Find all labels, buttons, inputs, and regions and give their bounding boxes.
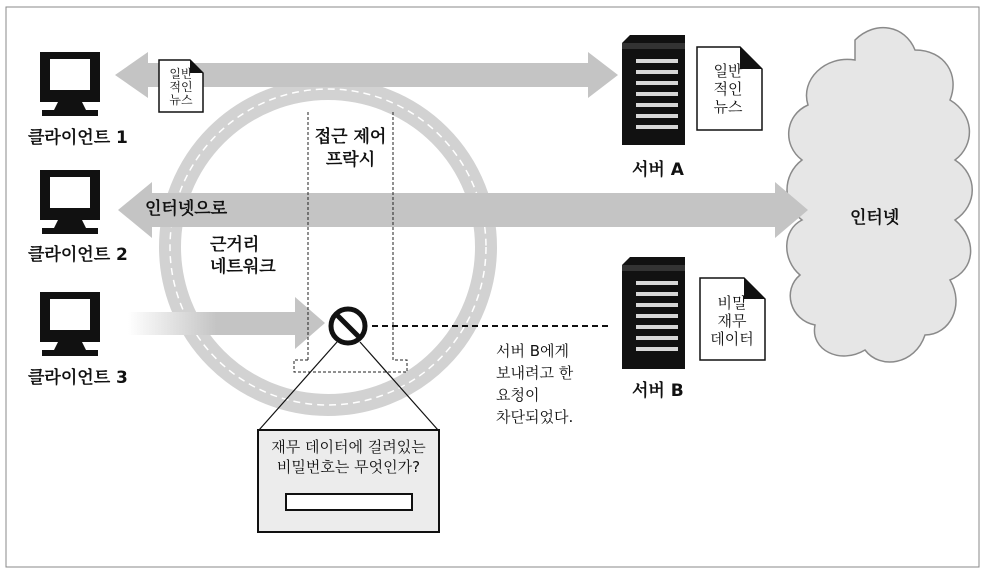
proxy-label-line1: 접근 제어: [314, 127, 387, 147]
network-label-line2: 네트워크: [210, 257, 276, 277]
computer-icon-client2: [40, 170, 100, 234]
doc-line: 재무: [717, 312, 747, 330]
server-icon-a: [622, 35, 685, 145]
doc-line: 뉴스: [713, 98, 743, 116]
blocked-icon: [331, 309, 365, 343]
proxy-label-line2: 프락시: [325, 150, 376, 170]
password-input[interactable]: [285, 493, 413, 511]
popup-line-1: 재무 데이터에 걸려있는: [271, 438, 426, 456]
client-2-label: 클라이언트 2: [28, 245, 128, 265]
blocked-note-line2: 보내려고 한: [496, 364, 574, 382]
doc-line: 적인: [713, 80, 743, 98]
client-3-label: 클라이언트 3: [28, 368, 128, 388]
blocked-note-line1: 서버 B에게: [496, 342, 570, 360]
server-a-label: 서버 A: [632, 160, 684, 180]
server-b-label: 서버 B: [632, 381, 684, 401]
doc-line: 비밀: [717, 294, 747, 312]
arrow-internet-label: 인터넷으로: [145, 199, 228, 219]
computer-icon-client1: [40, 52, 100, 116]
client1-doc-text: [160, 68, 202, 107]
network-label-line1: 근거리: [210, 235, 260, 255]
server-icon-b: [622, 257, 685, 369]
doc-line: 일반: [169, 67, 193, 81]
doc-line: 뉴스: [169, 93, 193, 107]
internet-cloud: [787, 28, 973, 362]
blocked-note-line4: 차단되었다.: [496, 408, 574, 426]
server-b-doc-text: [701, 294, 763, 348]
internet-label: 인터넷: [850, 208, 900, 228]
server-a-doc-text: [698, 62, 758, 116]
popup-line-2: 비밀번호는 무엇인가?: [276, 458, 421, 476]
doc-line: 데이터: [710, 330, 754, 348]
arrow-client3-request: [128, 297, 325, 349]
doc-line: 적인: [169, 80, 193, 94]
blocked-note-line3: 요청이: [496, 386, 540, 404]
password-prompt-dialog: [257, 429, 440, 533]
doc-line: 일반: [713, 62, 743, 80]
client-1-label: 클라이언트 1: [28, 128, 128, 148]
computer-icon-client3: [40, 292, 100, 356]
